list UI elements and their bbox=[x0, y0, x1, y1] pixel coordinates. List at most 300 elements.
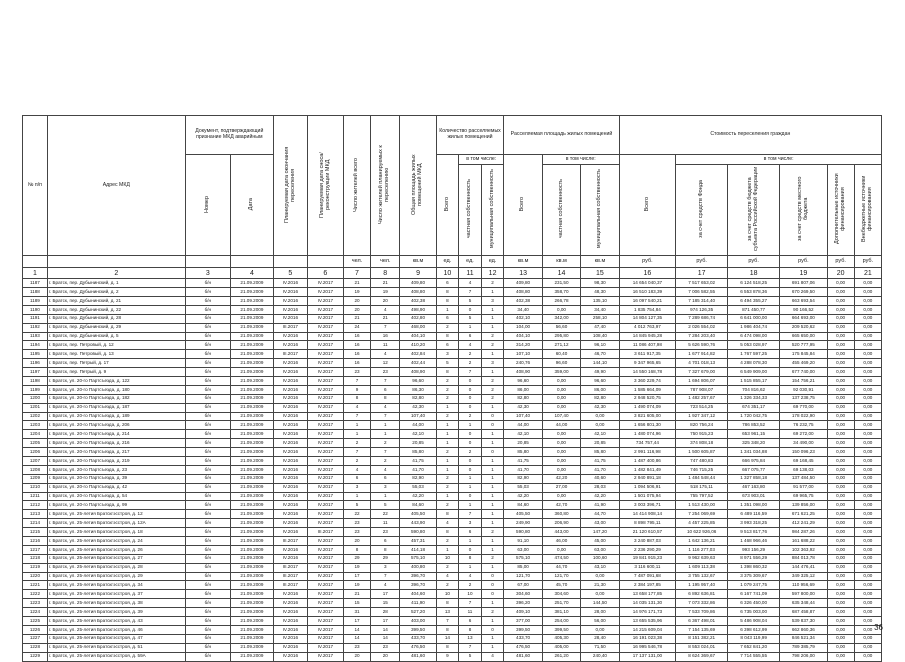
table-cell: 408,90 bbox=[504, 368, 542, 377]
header-document-group: Документ, подтверждающий признание МКД аварийным bbox=[185, 116, 273, 155]
table-cell: б/н bbox=[185, 537, 230, 546]
table-cell: 2 bbox=[371, 439, 400, 448]
table-cell: IV.2016 bbox=[273, 368, 307, 377]
table-cell: 1195 bbox=[23, 350, 48, 359]
table-cell: 7 bbox=[343, 448, 370, 457]
table-cell: 7 bbox=[459, 643, 482, 652]
table-cell: 1 bbox=[481, 510, 504, 519]
table-cell: IV.2016 bbox=[273, 590, 307, 599]
table-cell: 7 bbox=[459, 599, 482, 608]
address-cell: г. Братск, ул. 25-летия Братскгэсстроя, д. 37 bbox=[47, 590, 185, 599]
table-cell: 481,60 bbox=[400, 652, 436, 661]
table-cell: 1 bbox=[481, 599, 504, 608]
table-cell: 403,00 bbox=[400, 617, 436, 626]
table-cell: IV.2016 bbox=[273, 599, 307, 608]
table-cell: 0,00 bbox=[581, 412, 619, 421]
header-cost-extra-funding: Дополнительные источники финансирования bbox=[827, 165, 854, 256]
table-cell: 1 bbox=[481, 457, 504, 466]
table-row bbox=[23, 492, 882, 501]
table-cell: 0,00 bbox=[854, 457, 881, 466]
table-cell: 14 035 131,30 bbox=[619, 599, 676, 608]
table-cell: 443,00 bbox=[542, 528, 580, 537]
column-number-cell: 20 bbox=[827, 268, 854, 279]
table-cell: 1 195 957,40 bbox=[676, 581, 728, 590]
table-cell: 0,00 bbox=[827, 563, 854, 572]
table-cell: 21.09.2009 bbox=[230, 492, 273, 501]
table-cell: 4 bbox=[459, 279, 482, 288]
address-cell: г. Братск, ул. 25-летия Братскгэсстроя, д. 43 bbox=[47, 617, 185, 626]
table-cell: IV.2017 bbox=[307, 323, 343, 332]
table-cell: IV.2016 bbox=[273, 554, 307, 563]
table-cell: IV.2017 bbox=[307, 625, 343, 634]
table-cell: 6 549 909,00 bbox=[728, 368, 780, 377]
table-cell: 0 bbox=[481, 581, 504, 590]
table-cell: 402,38 bbox=[504, 296, 542, 305]
table-cell: 6 bbox=[459, 617, 482, 626]
table-cell: 0,00 bbox=[542, 385, 580, 394]
table-cell: 11 bbox=[371, 341, 400, 350]
table-cell: 663 693,54 bbox=[780, 296, 827, 305]
table-cell: 664 693,00 bbox=[780, 314, 827, 323]
table-cell: 14 550 168,78 bbox=[619, 368, 676, 377]
table-cell: 209 520,62 bbox=[780, 323, 827, 332]
table-cell: 2 bbox=[481, 554, 504, 563]
table-cell: 1187 bbox=[23, 279, 48, 288]
table-cell: IV.2016 bbox=[273, 279, 307, 288]
address-cell: г. Братск, ул. 20-го Партсъезда, д. 182 bbox=[47, 394, 185, 403]
header-area-group: Расселяемая площадь жилых помещений bbox=[504, 116, 619, 155]
table-row bbox=[23, 465, 882, 474]
table-cell: 17 bbox=[343, 572, 370, 581]
table-cell: 6 553 878,36 bbox=[728, 288, 780, 297]
table-cell: б/н bbox=[185, 341, 230, 350]
table-cell: 0,00 bbox=[854, 350, 881, 359]
table-cell: 527,20 bbox=[400, 608, 436, 617]
table-cell: 266,78 bbox=[542, 296, 580, 305]
table-cell: 1 bbox=[481, 323, 504, 332]
table-row bbox=[23, 599, 882, 608]
table-cell: 402,44 bbox=[400, 359, 436, 368]
table-cell: 6 474 098,00 bbox=[728, 332, 780, 341]
table-cell: IV.2016 bbox=[273, 288, 307, 297]
table-cell: 31 bbox=[343, 608, 370, 617]
table-cell: 104,00 bbox=[504, 323, 542, 332]
table-cell: 7 714 555,55 bbox=[728, 652, 780, 661]
table-cell: 11 086 407,98 bbox=[619, 341, 676, 350]
table-row bbox=[23, 296, 882, 305]
table-cell: 7 bbox=[459, 288, 482, 297]
table-cell: 0,00 bbox=[827, 377, 854, 386]
table-cell: 993 156,29 bbox=[728, 545, 780, 554]
header-planned-end: Планируемая дата окончания переселения bbox=[273, 116, 307, 256]
table-cell: 1 bbox=[481, 501, 504, 510]
address-cell: г. Братск, ул. 20-го Партсъезда, д. 99 bbox=[47, 501, 185, 510]
table-cell: 0,00 bbox=[581, 625, 619, 634]
table-cell: 0 bbox=[481, 448, 504, 457]
table-cell: 1 bbox=[481, 537, 504, 546]
table-cell: 3 bbox=[481, 359, 504, 368]
table-cell: 755 797,52 bbox=[676, 492, 728, 501]
table-cell: 14 414 908,14 bbox=[619, 510, 676, 519]
table-cell: 15 bbox=[343, 599, 370, 608]
table-cell: 45,00 bbox=[581, 537, 619, 546]
table-cell: 17 bbox=[343, 617, 370, 626]
table-cell: 1194 bbox=[23, 341, 48, 350]
table-cell: 2 bbox=[481, 341, 504, 350]
table-cell: IV.2017 bbox=[307, 510, 343, 519]
table-cell: IV.2016 bbox=[273, 625, 307, 634]
table-cell: 1 bbox=[343, 492, 370, 501]
table-cell: 0,00 bbox=[542, 430, 580, 439]
table-cell: 21.09.2009 bbox=[230, 652, 273, 661]
table-cell: 8 bbox=[371, 394, 400, 403]
table-cell: 1222 bbox=[23, 590, 48, 599]
table-row bbox=[23, 332, 882, 341]
table-cell: 1200 bbox=[23, 394, 48, 403]
table-cell: 6 735 003,00 bbox=[728, 608, 780, 617]
table-cell: 1 482 841,49 bbox=[619, 465, 676, 474]
table-cell: 0 bbox=[481, 590, 504, 599]
table-cell: IV.2017 bbox=[307, 590, 343, 599]
table-cell: 3 821 605,00 bbox=[619, 412, 676, 421]
table-cell: 0,00 bbox=[827, 581, 854, 590]
table-row bbox=[23, 563, 882, 572]
table-cell: 98,30 bbox=[581, 279, 619, 288]
table-cell: 402,38 bbox=[400, 296, 436, 305]
table-cell: 107,10 bbox=[504, 350, 542, 359]
address-cell: г. Братск, ул. 25-летия Братскгэсстроя, д. 12 bbox=[47, 510, 185, 519]
table-cell: IV.2016 bbox=[273, 296, 307, 305]
header-qty-private: частная собственность bbox=[459, 165, 482, 256]
table-row bbox=[23, 634, 882, 643]
table-cell: 29 bbox=[371, 554, 400, 563]
table-cell: 11 bbox=[459, 608, 482, 617]
column-number-cell: 7 bbox=[343, 268, 370, 279]
address-cell: г. Братск, ул. 20-го Партсъезда, д. 216 bbox=[47, 439, 185, 448]
table-cell: 254,00 bbox=[542, 617, 580, 626]
address-cell: г. Братск, ул. 25-летия Братскгэсстроя, д. 46 bbox=[47, 625, 185, 634]
table-cell: б/н bbox=[185, 563, 230, 572]
table-cell: 27,00 bbox=[542, 483, 580, 492]
unit-cell: руб. bbox=[854, 256, 881, 268]
table-cell: 1224 bbox=[23, 608, 48, 617]
table-cell: 41,70 bbox=[504, 465, 542, 474]
table-cell: 6 bbox=[459, 528, 482, 537]
table-cell: 667 075,77 bbox=[728, 465, 780, 474]
table-cell: 1193 bbox=[23, 332, 48, 341]
table-cell: 1217 bbox=[23, 545, 48, 554]
table-cell: 2 bbox=[343, 457, 370, 466]
table-cell: IV.2017 bbox=[307, 279, 343, 288]
table-cell: 884 013,78 bbox=[780, 554, 827, 563]
table-cell: 1 bbox=[459, 537, 482, 546]
table-cell: б/н bbox=[185, 359, 230, 368]
table-cell: 258,10 bbox=[581, 314, 619, 323]
table-row bbox=[23, 643, 882, 652]
table-cell: б/н bbox=[185, 403, 230, 412]
table-row bbox=[23, 457, 882, 466]
table-cell: 0,00 bbox=[854, 323, 881, 332]
table-cell: 21 bbox=[343, 279, 370, 288]
table-cell: IV.2016 bbox=[273, 332, 307, 341]
table-cell: 6 489 116,59 bbox=[728, 510, 780, 519]
table-cell: 1225 bbox=[23, 617, 48, 626]
table-row bbox=[23, 314, 882, 323]
table-cell: III.2017 bbox=[273, 572, 307, 581]
table-cell: IV.2016 bbox=[273, 457, 307, 466]
unit-cell: кв.м bbox=[504, 256, 542, 268]
table-cell: 0,00 bbox=[854, 439, 881, 448]
table-row bbox=[23, 350, 882, 359]
address-cell: г. Братск, ул. 20-го Партсъезда, д. 219 bbox=[47, 457, 185, 466]
table-cell: 21.09.2009 bbox=[230, 279, 273, 288]
table-cell: 396,70 bbox=[400, 572, 436, 581]
table-cell: 349 325,12 bbox=[780, 572, 827, 581]
table-cell: 10 bbox=[436, 554, 459, 563]
table-cell: б/н bbox=[185, 279, 230, 288]
table-cell: 85,80 bbox=[581, 448, 619, 457]
table-row bbox=[23, 501, 882, 510]
table-cell: б/н bbox=[185, 572, 230, 581]
table-cell: 85,00 bbox=[504, 563, 542, 572]
table-cell: 15 bbox=[371, 599, 400, 608]
table-cell: 0,00 bbox=[854, 412, 881, 421]
table-cell: 0,00 bbox=[827, 492, 854, 501]
table-cell: 0 bbox=[459, 545, 482, 554]
table-cell: 3 bbox=[343, 483, 370, 492]
table-cell: IV.2017 bbox=[307, 563, 343, 572]
table-cell: 0,00 bbox=[854, 341, 881, 350]
table-cell: IV.2017 bbox=[307, 554, 343, 563]
table-cell: 1196 bbox=[23, 359, 48, 368]
table-cell: 0,00 bbox=[827, 465, 854, 474]
table-cell: 0 bbox=[459, 457, 482, 466]
table-cell: 1 677 914,82 bbox=[676, 350, 728, 359]
table-cell: 325 348,20 bbox=[728, 439, 780, 448]
address-cell: г. Братск, ул. 25-летия Братскгэсстроя, д. 26 bbox=[47, 545, 185, 554]
table-cell: IV.2017 bbox=[307, 421, 343, 430]
table-cell: 1 480 074,96 bbox=[619, 430, 676, 439]
table-cell: 28 bbox=[371, 608, 400, 617]
table-cell: 23 bbox=[343, 528, 370, 537]
table-cell: 1 609 113,38 bbox=[676, 563, 728, 572]
table-cell: 7 bbox=[459, 510, 482, 519]
table-cell: 396,70 bbox=[400, 581, 436, 590]
table-cell: 0,00 bbox=[827, 341, 854, 350]
table-cell: 2 bbox=[436, 501, 459, 510]
table-cell: 84,60 bbox=[504, 501, 542, 510]
table-cell: б/н bbox=[185, 385, 230, 394]
table-cell: 1 bbox=[436, 545, 459, 554]
table-cell: 0,00 bbox=[827, 652, 854, 661]
table-cell: 1 bbox=[481, 634, 504, 643]
table-cell: 7 bbox=[459, 368, 482, 377]
table-cell: 0,00 bbox=[542, 439, 580, 448]
table-cell: 21.09.2009 bbox=[230, 359, 273, 368]
table-cell: б/н bbox=[185, 519, 230, 528]
column-number-cell: 8 bbox=[371, 268, 400, 279]
table-cell: б/н bbox=[185, 590, 230, 599]
address-cell: г. Братск, ул. 25-летия Братскгэсстроя, д. 12А bbox=[47, 519, 185, 528]
table-cell: 0,00 bbox=[854, 474, 881, 483]
table-cell: 23 bbox=[343, 643, 370, 652]
table-row bbox=[23, 483, 882, 492]
table-cell: б/н bbox=[185, 421, 230, 430]
address-cell: г. Братск, ул. 25-летия Братскгэсстроя, д. 39 bbox=[47, 608, 185, 617]
table-cell: 0,00 bbox=[827, 634, 854, 643]
header-quantity-group: Количество расселяемых жилых помещений bbox=[436, 116, 504, 155]
table-cell: 1 bbox=[481, 305, 504, 314]
table-cell: 23 bbox=[371, 368, 400, 377]
table-cell: IV.2016 bbox=[273, 483, 307, 492]
column-number-cell: 11 bbox=[459, 268, 482, 279]
table-cell: 21.09.2009 bbox=[230, 545, 273, 554]
table-cell: 673 903,01 bbox=[728, 492, 780, 501]
table-cell: 4 457 225,85 bbox=[676, 519, 728, 528]
table-cell: 0,00 bbox=[854, 492, 881, 501]
table-cell: IV.2016 bbox=[273, 608, 307, 617]
table-cell: 0 bbox=[459, 394, 482, 403]
table-cell: 21.09.2009 bbox=[230, 537, 273, 546]
table-cell: 0,00 bbox=[854, 305, 881, 314]
table-cell: 21.09.2009 bbox=[230, 634, 273, 643]
table-cell: 0,00 bbox=[827, 528, 854, 537]
table-cell: 408,80 bbox=[504, 288, 542, 297]
table-cell: 0,00 bbox=[542, 457, 580, 466]
table-cell: 44,00 bbox=[542, 421, 580, 430]
table-cell: 1 bbox=[459, 323, 482, 332]
unit-cell: ед. bbox=[436, 256, 459, 268]
table-row bbox=[23, 625, 882, 634]
table-cell: 4 bbox=[436, 572, 459, 581]
table-cell: IV.2017 bbox=[307, 599, 343, 608]
table-cell: 7 006 582,55 bbox=[676, 288, 728, 297]
table-cell: III.2017 bbox=[273, 323, 307, 332]
table-cell: 2 bbox=[459, 350, 482, 359]
table-cell: 0,00 bbox=[827, 590, 854, 599]
table-row bbox=[23, 412, 882, 421]
table-cell: 4 bbox=[459, 572, 482, 581]
table-cell: 0,00 bbox=[827, 537, 854, 546]
table-cell: 2 948 520,75 bbox=[619, 394, 676, 403]
table-cell: 1 bbox=[436, 457, 459, 466]
table-cell: 14 845 945,28 bbox=[619, 332, 676, 341]
header-address: Адрес МКД bbox=[47, 116, 185, 256]
table-cell: 67,00 bbox=[504, 581, 542, 590]
table-body bbox=[23, 279, 882, 661]
table-cell: IV.2016 bbox=[273, 617, 307, 626]
table-cell: 7 517 653,02 bbox=[676, 279, 728, 288]
table-cell: 20 bbox=[371, 652, 400, 661]
header-area-private: частная собственность bbox=[542, 165, 580, 256]
table-cell: 0,00 bbox=[854, 617, 881, 626]
column-number-cell: 6 bbox=[307, 268, 343, 279]
table-cell: IV.2017 bbox=[307, 617, 343, 626]
table-cell: 1 767 597,25 bbox=[728, 350, 780, 359]
table-cell: 5 bbox=[459, 314, 482, 323]
unit-cell bbox=[273, 256, 307, 268]
column-number-cell: 1 bbox=[23, 268, 48, 279]
table-cell: 20,85 bbox=[400, 439, 436, 448]
table-cell: 121,70 bbox=[504, 572, 542, 581]
table-cell: 249,90 bbox=[504, 519, 542, 528]
unit-cell: руб. bbox=[676, 256, 728, 268]
table-cell: 677 740,00 bbox=[780, 368, 827, 377]
column-numbers-row bbox=[23, 268, 882, 279]
table-cell: 135,10 bbox=[581, 296, 619, 305]
table-cell: 0,00 bbox=[827, 350, 854, 359]
table-cell: 42,30 bbox=[400, 403, 436, 412]
table-cell: 2 026 554,02 bbox=[676, 323, 728, 332]
table-cell: б/н bbox=[185, 483, 230, 492]
table-cell: 457,31 bbox=[400, 537, 436, 546]
table-cell: 0,00 bbox=[827, 608, 854, 617]
table-cell: 304,60 bbox=[542, 590, 580, 599]
table-cell: 0,00 bbox=[827, 305, 854, 314]
table-cell: 0,00 bbox=[854, 537, 881, 546]
table-cell: IV.2016 bbox=[273, 412, 307, 421]
table-cell: 137 238,75 bbox=[780, 394, 827, 403]
table-cell: б/н bbox=[185, 554, 230, 563]
table-cell: IV.2016 bbox=[273, 652, 307, 661]
column-number-cell: 9 bbox=[400, 268, 436, 279]
table-cell: 787 908,07 bbox=[676, 385, 728, 394]
table-cell: 76 232,75 bbox=[780, 421, 827, 430]
table-cell: 5 bbox=[436, 359, 459, 368]
table-row bbox=[23, 537, 882, 546]
table-cell: 17 137 131,00 bbox=[619, 652, 676, 661]
table-cell: 0,00 bbox=[542, 403, 580, 412]
table-cell: 1 720 042,75 bbox=[728, 412, 780, 421]
address-cell: г. Братск, ул. 20-го Партсъезда, д. 42 bbox=[47, 483, 185, 492]
table-cell: 41,90 bbox=[581, 501, 619, 510]
table-cell: 21 bbox=[343, 314, 370, 323]
table-cell: 19 bbox=[371, 288, 400, 297]
header-num: № п/п bbox=[23, 116, 48, 256]
table-cell: 22 bbox=[343, 510, 370, 519]
table-cell: 21.09.2009 bbox=[230, 341, 273, 350]
table-cell: 56,00 bbox=[581, 617, 619, 626]
table-cell: 1190 bbox=[23, 305, 48, 314]
table-cell: 871 450,77 bbox=[728, 305, 780, 314]
table-cell: 42,20 bbox=[400, 492, 436, 501]
table-cell: 14 804 127,35 bbox=[619, 314, 676, 323]
table-cell: 0,00 bbox=[854, 652, 881, 661]
table-cell: 1 501 075,94 bbox=[619, 492, 676, 501]
table-cell: 0,00 bbox=[854, 608, 881, 617]
table-cell: 1 bbox=[436, 305, 459, 314]
table-cell: 6 bbox=[343, 474, 370, 483]
table-cell: 2 bbox=[436, 412, 459, 421]
table-cell: 23 bbox=[371, 528, 400, 537]
table-cell: 1215 bbox=[23, 528, 48, 537]
table-cell: 0,00 bbox=[827, 599, 854, 608]
table-cell: 433,70 bbox=[400, 634, 436, 643]
table-cell: 46,70 bbox=[581, 350, 619, 359]
table-cell: 7 bbox=[343, 412, 370, 421]
table-cell: б/н bbox=[185, 599, 230, 608]
table-cell: 409,10 bbox=[504, 608, 542, 617]
table-cell: 43,00 bbox=[581, 519, 619, 528]
table-cell: 85,80 bbox=[400, 448, 436, 457]
table-cell: 520 777,95 bbox=[780, 341, 827, 350]
table-cell: 1 bbox=[371, 421, 400, 430]
table-cell: 7 bbox=[371, 412, 400, 421]
table-cell: 747 480,83 bbox=[676, 457, 728, 466]
table-cell: 0 bbox=[459, 465, 482, 474]
table-cell: 0,00 bbox=[827, 394, 854, 403]
table-cell: 0,00 bbox=[827, 279, 854, 288]
